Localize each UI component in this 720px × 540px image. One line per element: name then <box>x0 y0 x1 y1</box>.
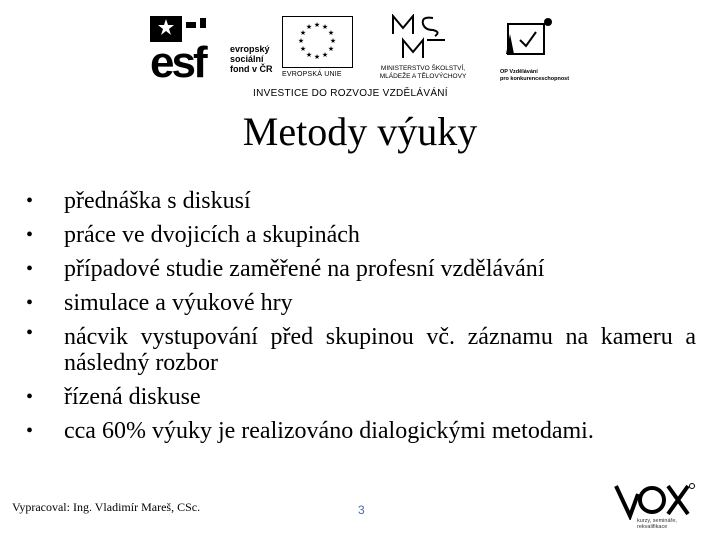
eu-flag-icon <box>282 16 353 68</box>
list-item <box>26 184 696 218</box>
msmt-mark-icon <box>363 14 483 60</box>
esf-text-line: evropský <box>230 44 270 54</box>
investice-caption: INVESTICE DO ROZVOJE VZDĚLÁVÁNÍ <box>253 88 448 99</box>
svg-text:★: ★ <box>329 37 337 45</box>
bullet-icon: • <box>26 292 34 314</box>
op-caption-line: OP Vzdělávání <box>500 69 538 75</box>
list-item <box>26 320 696 380</box>
eu-logo <box>282 16 353 80</box>
msmt-logo <box>363 14 483 80</box>
svg-text:★: ★ <box>299 45 307 53</box>
page-number: 3 <box>358 503 365 517</box>
list-item <box>26 218 696 252</box>
eu-caption: EVROPSKÁ UNIE <box>282 71 342 78</box>
svg-text:★: ★ <box>313 21 321 29</box>
esf-text-line: sociální <box>230 54 264 64</box>
op-caption <box>500 69 578 82</box>
list-item <box>26 286 696 320</box>
list-item-text: nácvik vystupování před skupinou vč. záznamu na kameru a následný rozbor <box>64 324 696 376</box>
list-item-text: případové studie zaměřené na profesní vzdělávání <box>64 256 545 282</box>
svg-text:★: ★ <box>327 45 335 53</box>
footer-author: Vypracoval: Ing. Vladimír Mareš, CSc. <box>12 500 201 514</box>
esf-text <box>230 44 273 74</box>
eu-stars-icon <box>283 17 351 66</box>
svg-text:★: ★ <box>327 29 335 37</box>
list-item-text: řízená diskuse <box>64 384 201 410</box>
svg-text:★: ★ <box>313 53 321 61</box>
svg-text:★: ★ <box>299 29 307 37</box>
list-item-text: simulace a výukové hry <box>64 290 293 316</box>
bullet-list <box>26 184 696 448</box>
svg-text:★: ★ <box>297 37 305 45</box>
vox-logo <box>612 480 696 530</box>
op-logo <box>500 14 578 80</box>
vox-caption-line: rekvalifikace <box>637 524 668 530</box>
bullet-icon: • <box>26 190 34 212</box>
slide-title: Metody výuky <box>242 109 478 154</box>
vox-caption-line: kurzy, semináře, <box>637 518 677 524</box>
bullet-icon: • <box>26 258 34 280</box>
bullet-icon: • <box>26 224 34 246</box>
esf-text-line: fond v ČR <box>230 64 273 74</box>
svg-text:★: ★ <box>305 51 313 59</box>
list-item <box>26 380 696 414</box>
svg-text:★: ★ <box>321 51 329 59</box>
list-item-text: cca 60% výuky je realizováno dialogickými metodami. <box>64 418 594 444</box>
bullet-icon: • <box>26 420 34 442</box>
svg-text:esf: esf <box>150 38 205 78</box>
msmt-caption-line: MLÁDEŽE A TĚLOVÝCHOVY <box>379 73 467 80</box>
op-mark-icon <box>500 14 560 64</box>
list-item-text: přednáška s diskusí <box>64 188 251 214</box>
svg-text:★: ★ <box>321 23 329 31</box>
bullet-icon: • <box>26 322 34 344</box>
vox-caption <box>637 518 677 530</box>
logo-banner <box>150 14 575 104</box>
list-item <box>26 252 696 286</box>
list-item <box>26 414 696 448</box>
svg-text:★: ★ <box>305 23 313 31</box>
vox-mark-icon <box>612 480 696 520</box>
esf-logo <box>150 16 225 78</box>
list-item-text: práce ve dvojicích a skupinách <box>64 222 360 248</box>
op-caption-line: pro konkurenceschopnost <box>500 75 570 82</box>
msmt-caption <box>363 65 483 81</box>
bullet-icon: • <box>26 386 34 408</box>
msmt-caption-line: MINISTERSTVO ŠKOLSTVÍ, <box>380 65 466 72</box>
